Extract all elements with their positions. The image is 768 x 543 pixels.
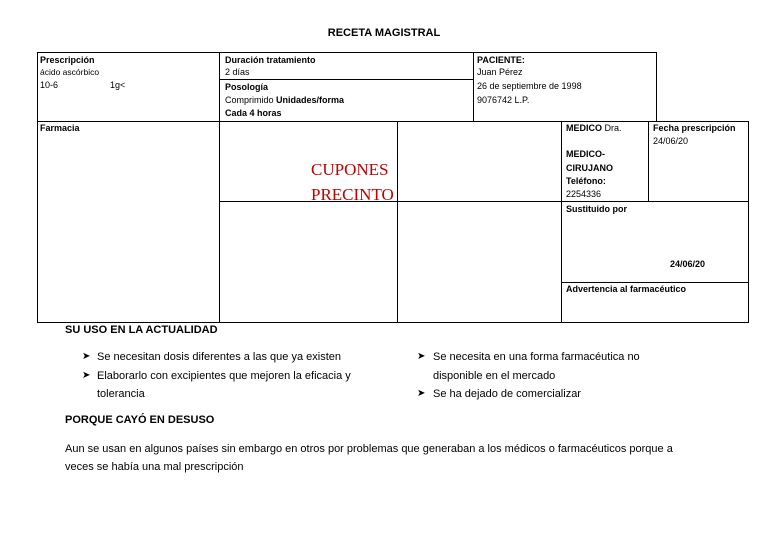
fecha-value: 24/06/20 xyxy=(653,136,689,146)
prescripcion-drug: ácido ascórbico xyxy=(40,67,100,77)
stamp-precinto: PRECINTO xyxy=(311,185,394,204)
duracion-value: 2 días xyxy=(225,67,250,77)
prescripcion-qty: 10-6 xyxy=(40,80,59,90)
medico-tel: 2254336 xyxy=(566,189,602,199)
posologia-units: Unidades/forma xyxy=(276,95,345,105)
posologia-form: Comprimido xyxy=(225,95,277,105)
duracion-label: Duración tratamiento xyxy=(225,55,316,65)
medico-title: MEDICO xyxy=(566,123,602,133)
list-item-continued: disponible en el mercado xyxy=(433,370,556,382)
stamp-cupones: CUPONES xyxy=(311,160,389,179)
paciente-id: 9076742 L.P. xyxy=(477,95,530,105)
sustituido-label: Sustituido por xyxy=(566,204,627,214)
list-item-continued: tolerancia xyxy=(97,388,145,400)
list-item: Se necesita en una forma farmacéutica no xyxy=(433,351,640,363)
sustituido-date: 24/06/20 xyxy=(670,259,706,269)
medico-suffix: Dra. xyxy=(604,123,622,133)
section-heading-actualidad: SU USO EN LA ACTUALIDAD xyxy=(65,324,218,336)
medico-line3: CIRUJANO xyxy=(566,163,614,173)
advertencia-label: Advertencia al farmacéutico xyxy=(566,284,687,294)
document-title: RECETA MAGISTRAL xyxy=(327,27,441,39)
posologia-line1 xyxy=(225,94,344,107)
paciente-name: Juan Pérez xyxy=(477,67,523,77)
arrow-bullet-icon: ➤ xyxy=(82,370,91,381)
posologia-label: Posología xyxy=(225,82,269,92)
arrow-bullet-icon: ➤ xyxy=(417,351,426,362)
medico-label xyxy=(566,122,622,135)
farmacia-label: Farmacia xyxy=(40,123,80,133)
paragraph-line: veces se había una mal prescripción xyxy=(65,461,244,473)
prescripcion-label: Prescripción xyxy=(40,55,95,65)
posologia-line2: Cada 4 horas xyxy=(225,108,282,118)
list-item: Se necesitan dosis diferentes a las que ya existen xyxy=(97,351,341,363)
list-item: Se ha dejado de comercializar xyxy=(433,388,581,400)
medico-line2: MEDICO- xyxy=(566,149,605,159)
arrow-bullet-icon: ➤ xyxy=(82,351,91,362)
section-heading-desuso: PORQUE CAYÓ EN DESUSO xyxy=(65,414,215,426)
paciente-label: PACIENTE: xyxy=(477,55,525,65)
paciente-date: 26 de septiembre de 1998 xyxy=(477,81,582,91)
arrow-bullet-icon: ➤ xyxy=(417,388,426,399)
prescripcion-unit: 1g< xyxy=(110,80,126,90)
fecha-label: Fecha prescripción xyxy=(653,123,736,133)
list-item: Elaborarlo con excipientes que mejoren la eficacia y xyxy=(97,370,351,382)
medico-tel-label: Teléfono: xyxy=(566,176,606,186)
paragraph-line: Aun se usan en algunos países sin embargo en otros por problemas que generaban a los médicos o farmacéuticos porque a xyxy=(65,443,673,455)
